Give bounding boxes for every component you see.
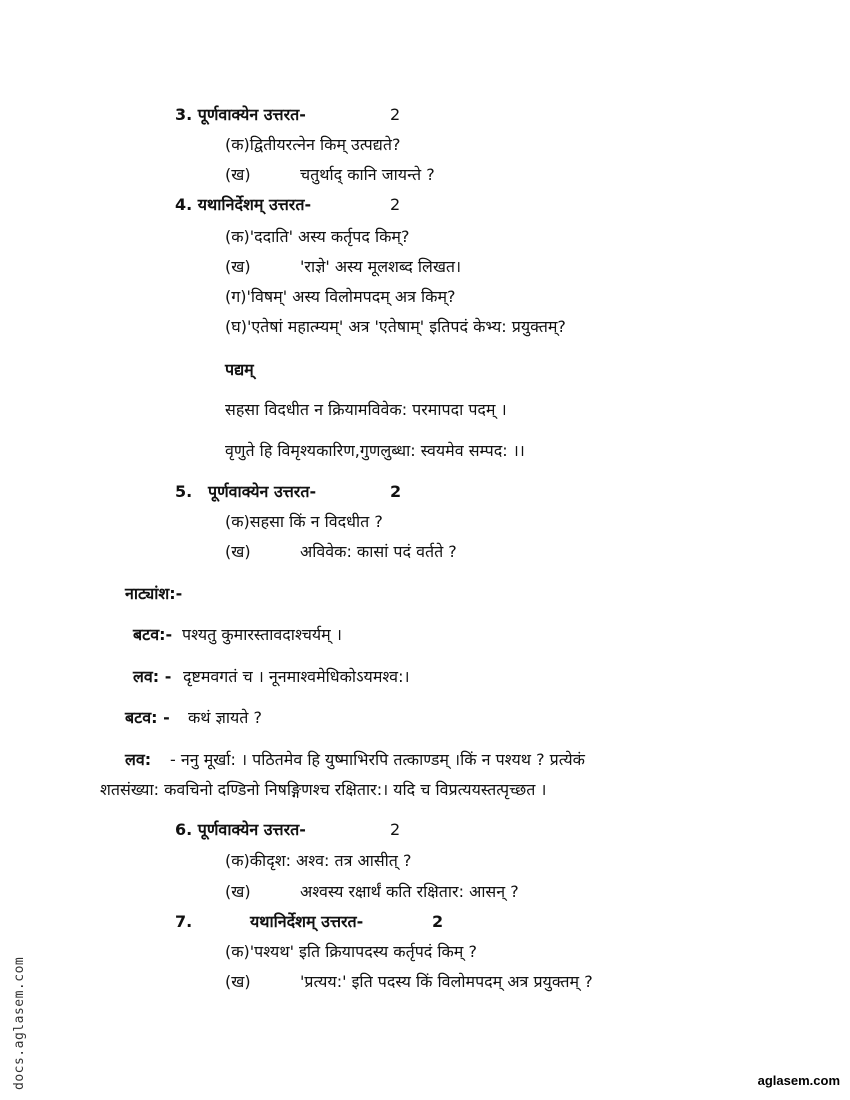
q7-marks: 2 bbox=[432, 912, 444, 931]
padyam-line-1: सहसा विदधीत न क्रियामविवेक: परमापदा पदम् । bbox=[225, 400, 507, 419]
q6-option-kha-label: (ख) bbox=[225, 882, 251, 901]
q4-marks: 2 bbox=[390, 195, 401, 214]
q3-option-kha-label: (ख) bbox=[225, 165, 251, 184]
q7-option-kha: 'प्रत्यय:' इति पदस्य किं विलोमपदम् अत्र प्रयुक्तम् ? bbox=[300, 972, 593, 991]
q5-option-kha: अविवेक: कासां पदं वर्तते ? bbox=[300, 542, 457, 561]
q4-option-kha-label: (ख) bbox=[225, 257, 251, 276]
q7-option-ka: (क)'पश्यथ' इति क्रियापदस्य कर्तृपदं किम् ? bbox=[225, 942, 477, 961]
dialogue-speaker-lava-2: लव: bbox=[125, 750, 152, 769]
dialogue-speaker-batava-2: बटव: - bbox=[125, 708, 170, 727]
q3-option-ka: (क)द्वितीयरत्नेन किम् उत्पद्यते? bbox=[225, 135, 401, 154]
q3-option-kha: चतुर्थाद् कानि जायन्ते ? bbox=[300, 165, 435, 184]
q7-number: 7. bbox=[175, 912, 193, 931]
q4-option-ga: (ग)'विषम्' अस्य विलोमपदम् अत्र किम्? bbox=[225, 287, 456, 306]
dialogue-text-1: पश्यतु कुमारस्तावदाश्चर्यम् । bbox=[182, 625, 342, 644]
q3-heading: 3. पूर्णवाक्येन उत्तरत- bbox=[175, 105, 306, 124]
natyansh-heading: नाट्यांश:- bbox=[125, 584, 183, 603]
dialogue-speaker-lava-1: लव: - bbox=[133, 667, 172, 686]
q5-option-ka: (क)सहसा किं न विदधीत ? bbox=[225, 512, 383, 531]
dialogue-text-2: दृष्टमवगतं च । नूनमाश्वमेधिकोऽयमश्व:। bbox=[183, 667, 410, 686]
q7-heading: यथानिर्देशम् उत्तरत- bbox=[250, 912, 364, 931]
q5-number: 5. bbox=[175, 482, 193, 501]
dialogue-speaker-batava-1: बटव:- bbox=[133, 625, 173, 644]
q6-option-ka: (क)कीदृश: अश्व: तत्र आसीत् ? bbox=[225, 851, 412, 870]
dialogue-text-3: कथं ज्ञायते ? bbox=[188, 708, 262, 727]
q7-option-kha-label: (ख) bbox=[225, 972, 251, 991]
q4-heading: 4. यथानिर्देशम् उत्तरत- bbox=[175, 195, 312, 214]
q5-option-kha-label: (ख) bbox=[225, 542, 251, 561]
q5-heading: पूर्णवाक्येन उत्तरत- bbox=[208, 482, 317, 501]
padyam-line-2: वृणुते हि विमृश्यकारिण,गुणलुब्धा: स्वयमेव सम्पद: ।। bbox=[225, 441, 525, 460]
brand-footer: aglasem.com bbox=[757, 1073, 840, 1088]
q4-option-gha: (घ)'एतेषां महात्म्यम्' अत्र 'एतेषाम्' इतिपदं केभ्य: प्रयुक्तम्? bbox=[225, 317, 566, 336]
q4-option-ka: (क)'ददाति' अस्य कर्तृपद किम्? bbox=[225, 227, 410, 246]
q6-heading: 6. पूर्णवाक्येन उत्तरत- bbox=[175, 820, 306, 839]
q5-marks: 2 bbox=[390, 482, 402, 501]
padyam-heading: पद्यम् bbox=[225, 360, 254, 379]
q6-marks: 2 bbox=[390, 820, 401, 839]
q6-option-kha: अश्वस्य रक्षार्थं कति रक्षितार: आसन् ? bbox=[300, 882, 519, 901]
q3-marks: 2 bbox=[390, 105, 401, 124]
dialogue-text-4: - ननु मूर्खा: । पठितमेव हि युष्माभिरपि तत्काण्डम् ।किं न पश्यथ ? प्रत्येकं bbox=[170, 750, 585, 769]
watermark-text: docs.aglasem.com bbox=[12, 956, 27, 1090]
dialogue-text-4-continued: शतसंख्या: कवचिनो दण्डिनो निषङ्गिणश्च रक्षितार:। यदि च विप्रत्ययस्तत्पृच्छत । bbox=[100, 780, 547, 799]
q4-option-kha: 'राज्ञे' अस्य मूलशब्द लिखत। bbox=[300, 257, 462, 276]
